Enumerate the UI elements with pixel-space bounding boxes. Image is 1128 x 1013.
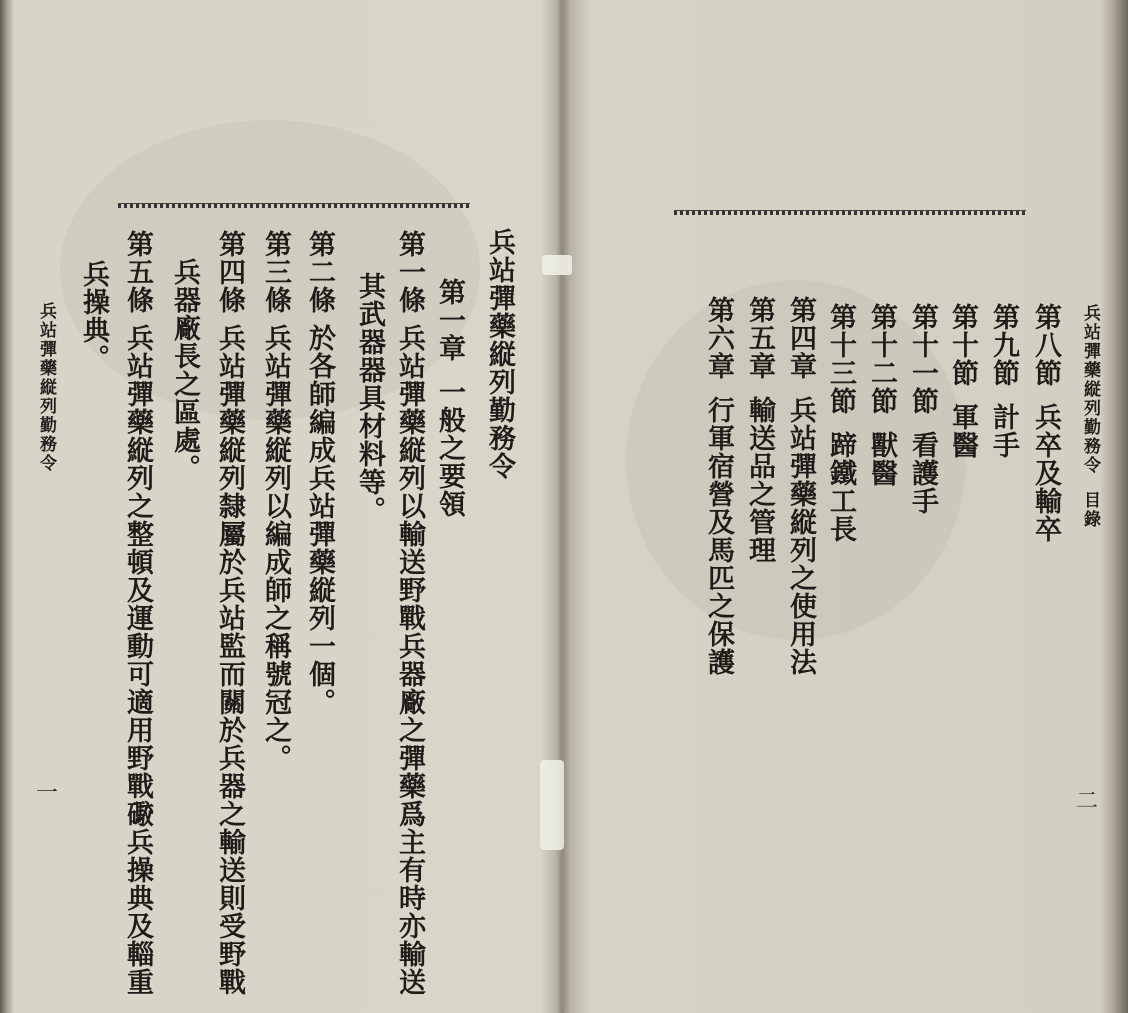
toc-title: 輸送品之管理: [744, 396, 775, 564]
toc-entry: [984, 303, 1023, 459]
article-line: [300, 230, 339, 716]
toc-entry: [699, 296, 738, 676]
toc-title: 兵卒及輸卒: [1030, 403, 1061, 543]
toc-number: 第十二節: [866, 303, 897, 415]
chapter-heading: [430, 278, 469, 518]
toc-entry: [1026, 303, 1065, 543]
running-head: 兵站彈藥縦列勤務令: [36, 302, 56, 473]
toc-entry: [903, 303, 942, 515]
article-text: 其武器器具材料等。: [354, 272, 385, 524]
toc-entry: [943, 303, 982, 459]
toc-title: 獸醫: [866, 431, 897, 487]
article-text: 兵站彈藥縦列以輸送野戰兵器廠之彈藥爲主有時亦輸送: [394, 324, 425, 996]
chapter-number: 第一章: [434, 278, 465, 362]
article-continuation: [350, 272, 389, 524]
toc-number: 第八節: [1030, 303, 1061, 387]
running-head-section: 目錄: [1080, 491, 1100, 529]
binding-tape: [540, 760, 564, 850]
toc-entry: [781, 296, 820, 676]
document-heading: 兵站彈藥縦列勤務令: [484, 228, 515, 480]
article-text: 兵站彈藥縦列隸屬於兵站監而關於兵器之輸送則受野戰: [214, 324, 245, 996]
article-number: 第三條: [260, 230, 291, 314]
toc-title: 軍醫: [947, 403, 978, 459]
toc-entry: [862, 303, 901, 487]
toc-entry: [821, 303, 860, 543]
article-line: [390, 230, 429, 996]
top-rule: [118, 203, 470, 208]
article-text: 兵站彈藥縦列之整頓及運動可適用野戰礮兵操典及輜重: [122, 324, 153, 996]
toc-number: 第十一節: [907, 303, 938, 415]
top-rule: [674, 210, 1026, 215]
chapter-title: 一般之要領: [434, 378, 465, 518]
toc-number: 第九節: [988, 303, 1019, 387]
left-page: [0, 0, 560, 1013]
article-number: 第五條: [122, 230, 153, 314]
article-text: 兵操典。: [78, 260, 109, 372]
article-text: 兵站彈藥縦列以編成師之稱號冠之。: [260, 324, 291, 772]
toc-title: 兵站彈藥縦列之使用法: [785, 396, 816, 676]
running-head-title: 兵站彈藥縦列勤務令: [1080, 304, 1100, 475]
toc-number: 第五章: [744, 296, 775, 380]
toc-number: 第十節: [947, 303, 978, 387]
article-line: [256, 230, 295, 772]
article-number: 第四條: [214, 230, 245, 314]
article-continuation: [165, 258, 204, 482]
toc-number: 第十三節: [825, 303, 856, 415]
page-number: 二: [1076, 789, 1099, 814]
right-page: [566, 0, 1128, 1013]
article-text: 兵器廠長之區處。: [169, 258, 200, 482]
article-continuation: [74, 260, 113, 372]
running-head: [1078, 304, 1103, 529]
article-number: 第一條: [394, 230, 425, 314]
toc-number: 第四章: [785, 296, 816, 380]
article-text: 於各師編成兵站彈藥縦列一個。: [304, 324, 335, 716]
toc-title: 看護手: [907, 431, 938, 515]
page-number: 一: [36, 781, 59, 806]
toc-title: 計手: [988, 403, 1019, 459]
toc-number: 第六章: [703, 296, 734, 380]
toc-title: 蹄鐵工長: [825, 431, 856, 543]
article-number: 第二條: [304, 230, 335, 314]
article-line: [210, 230, 249, 996]
article-line: [118, 230, 157, 996]
toc-entry: [740, 296, 779, 564]
toc-title: 行軍宿營及馬匹之保護: [703, 396, 734, 676]
binding-tape: [542, 255, 572, 275]
